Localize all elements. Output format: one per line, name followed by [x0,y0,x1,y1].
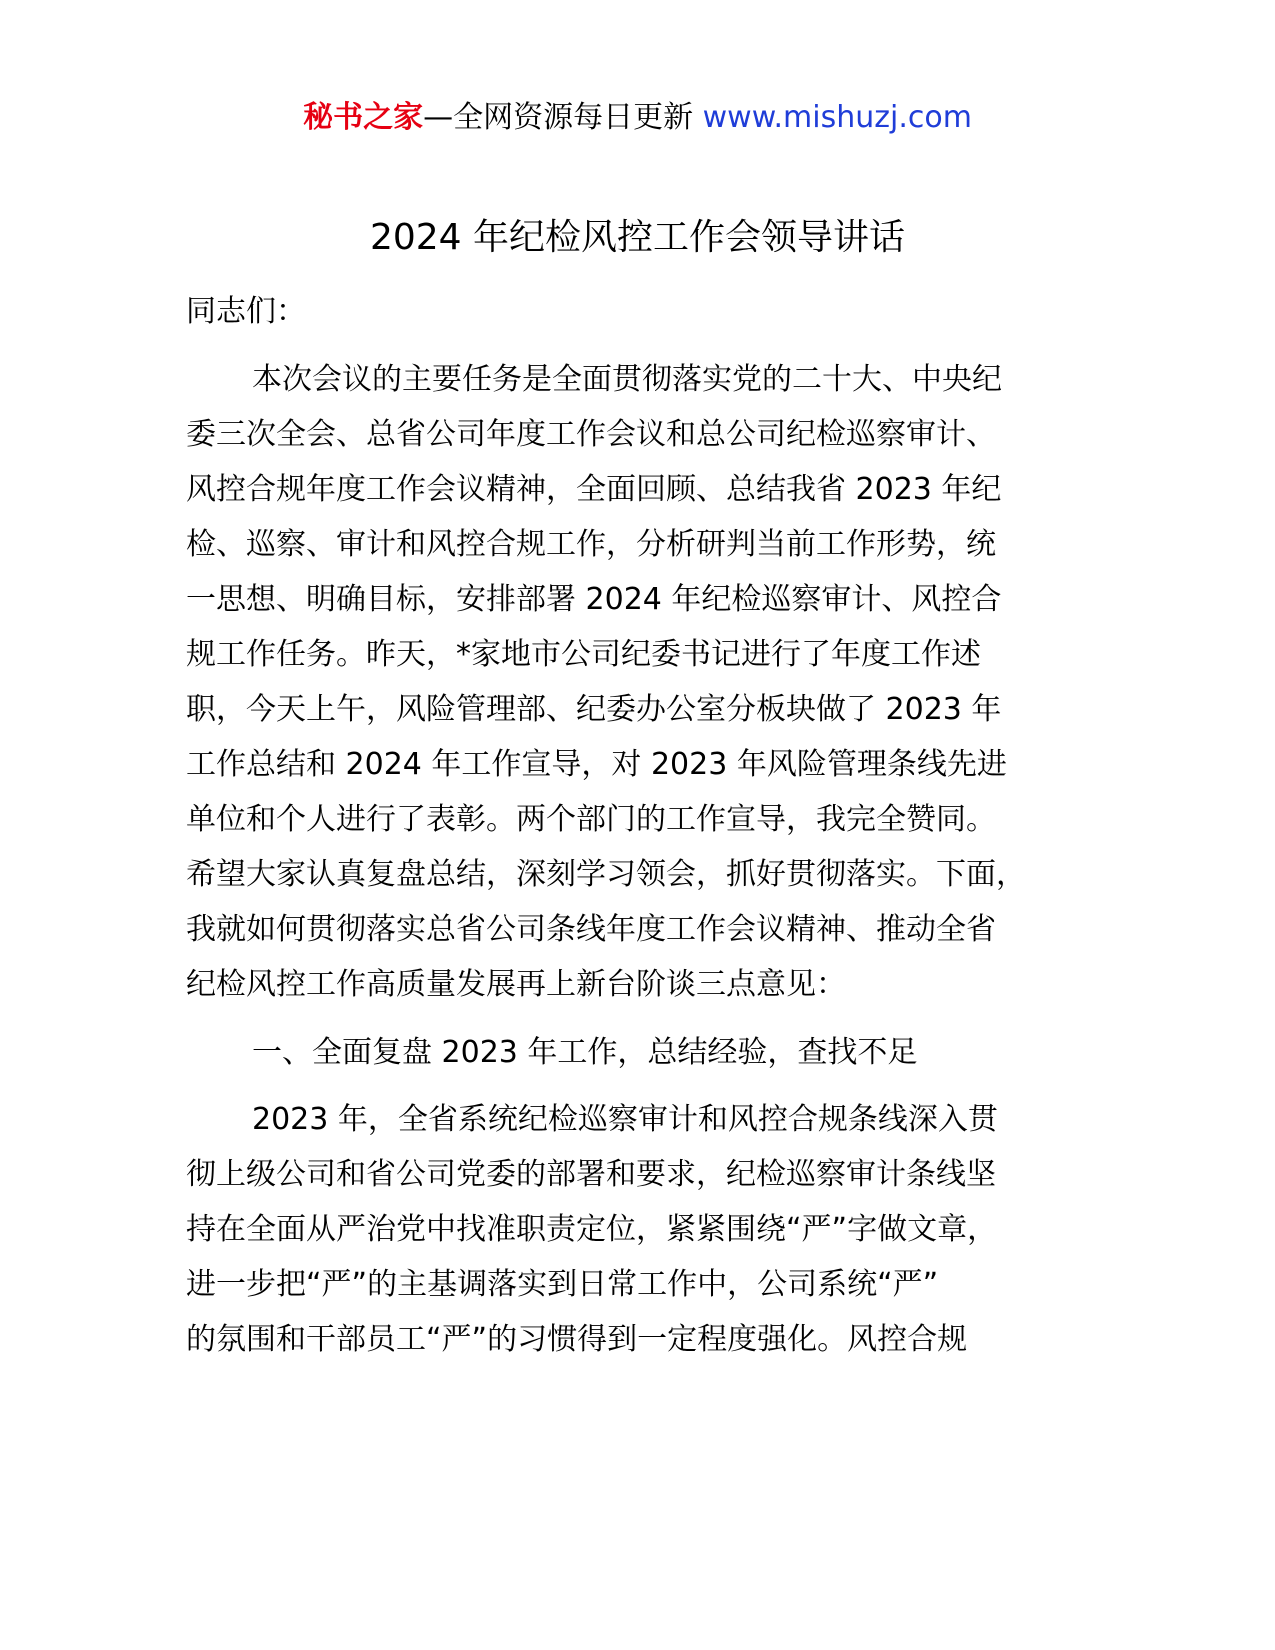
document-title: 2024 年纪检风控工作会领导讲话 [369,217,906,258]
text-line: 持在全面从严治党中找准职责定位，紧紧围绕“严”字做文章， [186,1212,998,1247]
text-line: 我就如何贯彻落实总省公司条线年度工作会议精神、推动全省 [186,912,996,947]
text-line: 进一步把“严”的主基调落实到日常工作中，公司系统“严” [186,1267,939,1302]
text-line: 纪检风控工作高质量发展再上新台阶谈三点意见： [186,967,846,1002]
text-line: 一思想、明确目标，安排部署 2024 年纪检巡察审计、风控合 [186,582,1002,617]
text-line: 彻上级公司和省公司党委的部署和要求，纪检巡察审计条线坚 [186,1157,996,1192]
text-line: 单位和个人进行了表彰。两个部门的工作宣导，我完全赞同。 [186,802,996,837]
text-line: 的氛围和干部员工“严”的习惯得到一定程度强化。风控合规 [186,1322,968,1357]
site-banner [0,96,1275,140]
section-heading: 一、全面复盘 2023 年工作，总结经验，查找不足 [252,1035,918,1070]
brand-name: 秘书之家 [303,100,424,135]
text-line: 2023 年，全省系统纪检巡察审计和风控合规条线深入贯 [252,1102,998,1137]
text-line: 风控合规年度工作会议精神，全面回顾、总结我省 2023 年纪 [186,472,1002,507]
banner-tagline: —全网资源每日更新 [423,100,694,135]
text-line: 检、巡察、审计和风控合规工作，分析研判当前工作形势，统 [186,527,996,562]
site-url-link[interactable]: www.mishuzj.com [702,100,972,135]
text-line: 希望大家认真复盘总结，深刻学习领会，抓好贯彻落实。下面， [186,857,1026,892]
text-line: 委三次全会、总省公司年度工作会议和总公司纪检巡察审计、 [186,417,996,452]
text-line: 本次会议的主要任务是全面贯彻落实党的二十大、中央纪 [252,362,1002,397]
text-line: 工作总结和 2024 年工作宣导，对 2023 年风险管理条线先进 [186,747,1007,782]
text-line: 规工作任务。昨天，*家地市公司纪委书记进行了年度工作述 [186,637,981,672]
text-line: 职，今天上午，风险管理部、纪委办公室分板块做了 2023 年 [186,692,1002,727]
salutation: 同志们： [186,294,306,329]
